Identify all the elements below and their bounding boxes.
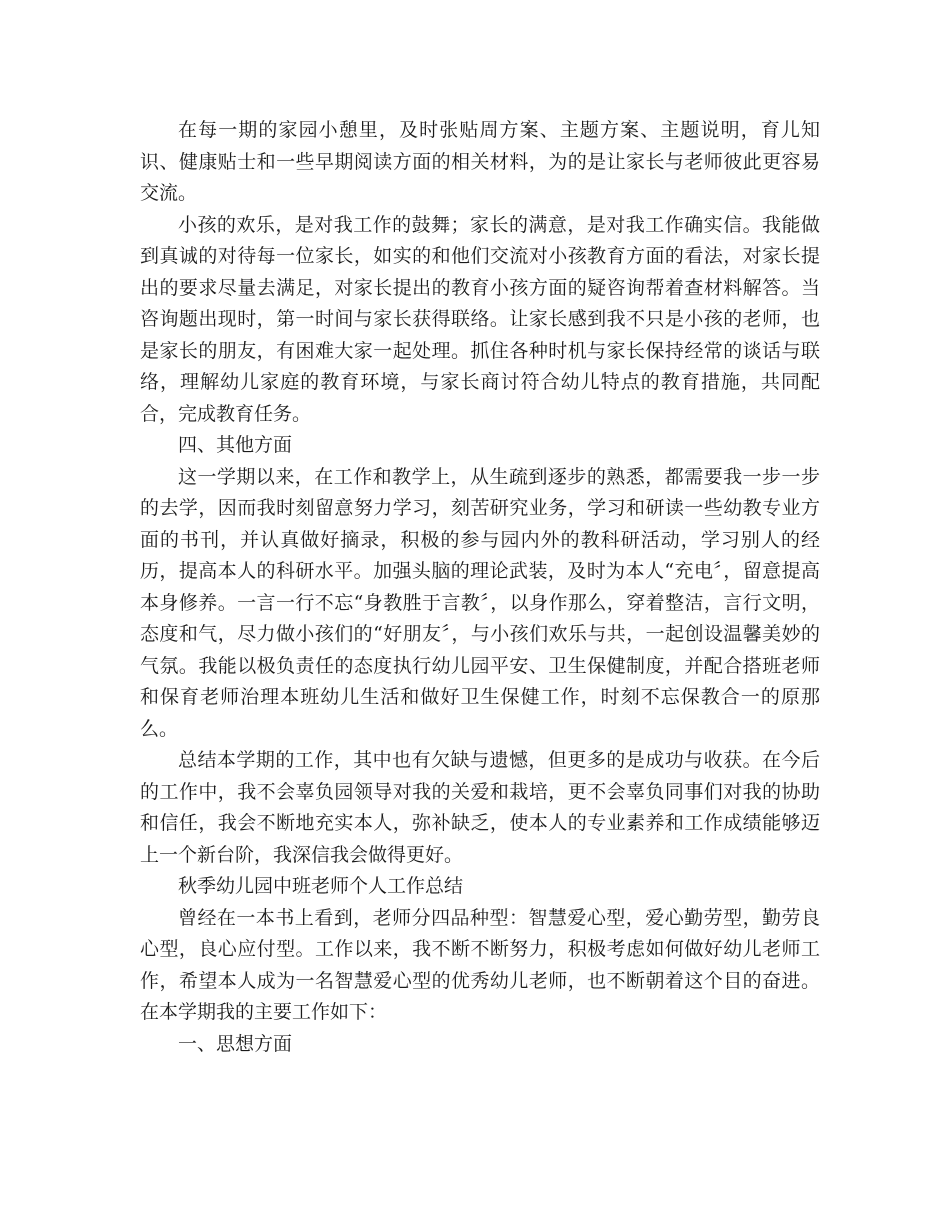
paragraph-semester-summary: 总结本学期的工作，其中也有欠缺与遗憾，但更多的是成功与收获。在今后的工作中，我不会辜负园领导对我的关爱和栽培，更不会辜负同事们对我的协助和信任，我会不断地充实本人，弥补缺乏，使本人的专业素养和工作成绩能够迈上一个新台阶，我深信我会做得更好。 bbox=[140, 749, 820, 866]
section-heading-other-aspects: 四、其他方面 bbox=[178, 434, 293, 456]
section-heading-ideology: 一、思想方面 bbox=[178, 1032, 293, 1055]
paragraph-home-school-board: 在每一期的家园小憩里，及时张贴周方案、主题方案、主题说明，育儿知识、健康贴士和一些早期阅读方面的相关材料，为的是让家长与老师彼此更容易交流。 bbox=[140, 119, 820, 204]
paragraph-teacher-types: 曾经在一本书上看到，老师分四品种型：智慧爱心型，爱心勤劳型，勤劳良心型，良心应付型。工作以来，我不断不断努力，积极考虑如何做好幼儿老师工作，希望本人成为一名智慧爱心型的优秀幼儿老师，也不断朝着这个目的奋进。在本学期我的主要工作如下： bbox=[140, 906, 820, 1023]
paragraph-self-study: 这一学期以来，在工作和教学上，从生疏到逐步的熟悉，都需要我一步一步的去学，因而我时刻留意努力学习，刻苦研究业务，学习和研读一些幼教专业方面的书刊，并认真做好摘录，积极的参与园内外的教科研活动，学习别人的经历，提高本人的科研水平。加强头脑的理论武装，及时为本人“充电〞，留意提高本身修养。一言一行不忘“身教胜于言教〞，以身作那么，穿着整洁，言行文明，态度和气，尽力做小孩们的“好朋友〞，与小孩们欢乐与共，一起创设温馨美妙的气氛。我能以极负责任的态度执行幼儿园平安、卫生保健制度，并配合搭班老师和保育老师治理本班幼儿生活和做好卫生保健工作，时刻不忘保教合一的原那么。 bbox=[140, 465, 820, 740]
document-body bbox=[140, 115, 820, 1060]
document-subtitle: 秋季幼儿园中班老师个人工作总结 bbox=[178, 875, 464, 897]
paragraph-parent-communication: 小孩的欢乐，是对我工作的鼓舞；家长的满意，是对我工作确实信。我能做到真诚的对待每一位家长，如实的和他们交流对小孩教育方面的看法，对家长提出的要求尽量去满足，对家长提出的教育小孩方面的疑咨询帮着查材料解答。当咨询题出现时，第一时间与家长获得联络。让家长感到我不只是小孩的老师，也是家长的朋友，有困难大家一起处理。抓住各种时机与家长保持经常的谈话与联络，理解幼儿家庭的教育环境，与家长商讨符合幼儿特点的教育措施，共同配合，完成教育任务。 bbox=[140, 213, 820, 425]
